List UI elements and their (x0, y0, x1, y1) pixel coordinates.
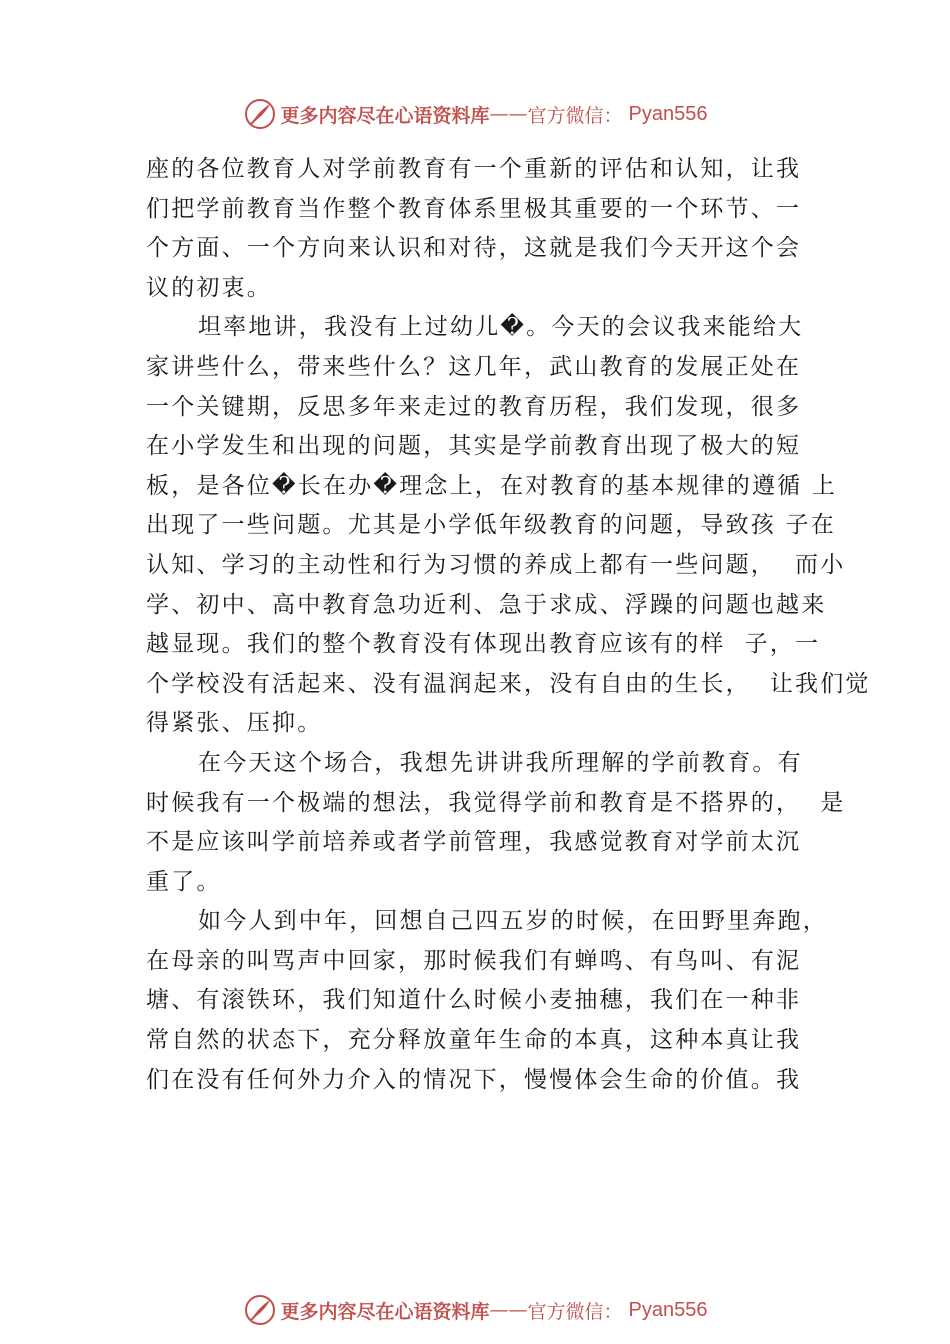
header-separator: —— (489, 103, 528, 125)
header-wechat-id: Pyan556 (628, 102, 708, 125)
body-text-line: 个学校没有活起来、没有温润起来，没有自由的生长， 让我们觉 (146, 670, 871, 697)
body-text-line: 不是应该叫学前培养或者学前管理，我感觉教育对学前太沉 (146, 829, 802, 856)
header-wechat-label: 官方微信： (527, 104, 623, 127)
body-text-line: 议的初衷。 (146, 274, 272, 301)
body-text-line: 座的各位教育人对学前教育有一个重新的评估和认知，让我 (146, 156, 802, 182)
body-text-line: 重了。 (146, 868, 222, 895)
body-text-line: 们把学前教育当作整个教育体系里极其重要的一个环节、一 (146, 195, 802, 222)
body-text-line: 在母亲的叫骂声中回家，那时候我们有蝉鸣、有鸟叫、有泥 (146, 947, 802, 974)
body-text-line: 个方面、一个方向来认识和对待，这就是我们今天开这个会 (146, 235, 802, 262)
header-brand: 更多内容尽在心语资料库 (280, 104, 490, 127)
quill-logo-icon (243, 1293, 277, 1327)
body-text-line: 认知、学习的主动性和行为习惯的养成上都有一些问题， 而小 (146, 551, 846, 578)
document-body (146, 150, 871, 1100)
body-text-line: 在小学发生和出现的问题，其实是学前教育出现了极大的短 (146, 433, 802, 460)
body-text-line: 家讲些什么，带来些什么？这几年，武山教育的发展正处在 (146, 353, 802, 380)
quill-logo-icon (243, 97, 277, 131)
footer-brand: 更多内容尽在心语资料库 (280, 1300, 490, 1323)
body-text-line: 如今人到中年，回想自己四五岁的时候，在田野里奔跑， (198, 908, 828, 935)
body-text-line: 在今天这个场合，我想先讲讲我所理解的学前教育。有 (198, 749, 803, 776)
body-text-line: 学、初中、高中教育急功近利、急于求成、浮躁的问题也越来 (146, 591, 827, 618)
body-text-line: 越显现。我们的整个教育没有体现出教育应该有的样 子，一 (146, 631, 821, 658)
body-text-line: 常自然的状态下，充分释放童年生命的本真，这种本真让我 (146, 1027, 802, 1054)
header-banner (0, 94, 950, 134)
body-text-line: 坦率地讲，我没有上过幼儿�。今天的会议我来能给大 (198, 314, 804, 341)
body-text-line: 得紧张、压抑。 (146, 710, 323, 737)
body-text-line: 塘、有滚铁环，我们知道什么时候小麦抽穗，我们在一种非 (146, 987, 802, 1014)
body-text-line: 们在没有任何外力介入的情况下，慢慢体会生命的价值。我 (146, 1066, 802, 1093)
body-text-line: 一个关键期，反思多年来走过的教育历程，我们发现，很多 (146, 393, 802, 420)
body-text-line: 出现了一些问题。尤其是小学低年级教育的问题，导致孩 子在 (146, 512, 836, 539)
body-text-line: 板，是各位�长在办�理念上，在对教育的基本规律的遵循 上 (146, 472, 838, 499)
footer-banner (0, 1290, 950, 1330)
footer-wechat-label: 官方微信： (527, 1300, 623, 1323)
footer-separator: —— (489, 1299, 528, 1321)
body-text-line: 时候我有一个极端的想法，我觉得学前和教育是不搭界的， 是 (146, 789, 846, 816)
footer-wechat-id: Pyan556 (628, 1298, 708, 1321)
